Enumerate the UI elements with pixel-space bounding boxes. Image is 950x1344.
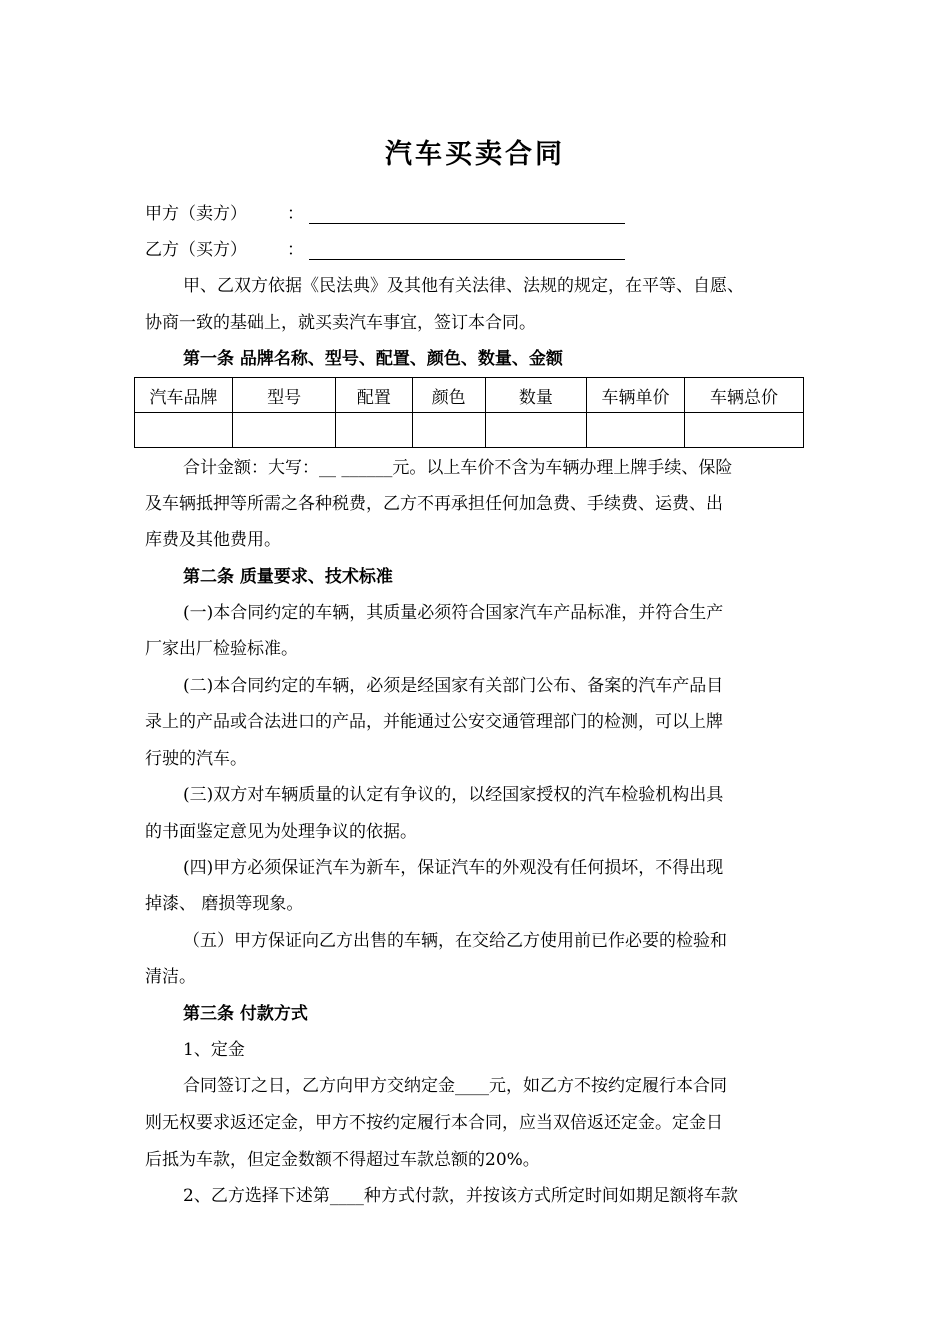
- article-1-heading: 第一条 品牌名称、型号、配置、颜色、数量、金额: [183, 349, 563, 369]
- table-cell[interactable]: [336, 413, 412, 448]
- table-header-cell: 车辆单价: [586, 378, 684, 413]
- table-cell[interactable]: [412, 413, 485, 448]
- a3-item1-title: 1、定金: [183, 1040, 245, 1060]
- a2-item1-line2: 厂家出厂检验标准。: [145, 639, 298, 659]
- party-b-colon: ：: [287, 240, 304, 260]
- party-a-row: [145, 204, 625, 224]
- party-a-colon: ：: [287, 204, 304, 224]
- table-cell[interactable]: [586, 413, 684, 448]
- a3-deposit-line1: 合同签订之日，乙方向甲方交纳定金____元，如乙方不按约定履行本合同: [183, 1076, 727, 1096]
- party-b-label: 乙方（买方）: [145, 240, 247, 260]
- a2-item5-line1: （五）甲方保证向乙方出售的车辆，在交给乙方使用前已作必要的检验和: [183, 931, 727, 951]
- table-cell[interactable]: [135, 413, 233, 448]
- table-cell[interactable]: [233, 413, 336, 448]
- table-header-cell: 配置: [336, 378, 412, 413]
- a2-item3-line2: 的书面鉴定意见为处理争议的依据。: [145, 822, 417, 842]
- table-cell[interactable]: [485, 413, 586, 448]
- vehicle-table: [134, 377, 804, 448]
- intro-line-2: 协商一致的基础上，就买卖汽车事宜，签订本合同。: [145, 313, 536, 333]
- table-header-cell: 颜色: [412, 378, 485, 413]
- a3-deposit-line2: 则无权要求返还定金，甲方不按约定履行本合同，应当双倍返还定金。定金日: [145, 1113, 723, 1133]
- table-header-cell: 数量: [485, 378, 586, 413]
- document-title: 汽车买卖合同: [385, 139, 565, 170]
- a3-item2-line1: 2、乙方选择下述第____种方式付款，并按该方式所定时间如期足额将车款: [183, 1186, 738, 1206]
- party-b-row: [145, 240, 625, 260]
- a2-item4-line2: 掉漆、 磨损等现象。: [145, 894, 304, 914]
- a2-item5-line2: 清洁。: [145, 967, 196, 987]
- a3-deposit-line3: 后抵为车款，但定金数额不得超过车款总额的20%。: [145, 1150, 540, 1170]
- a2-item2-line2: 录上的产品或合法进口的产品，并能通过公安交通管理部门的检测，可以上牌: [145, 712, 723, 732]
- table-cell[interactable]: [685, 413, 804, 448]
- total-line-2: 及车辆抵押等所需之各种税费，乙方不再承担任何加急费、手续费、运费、出: [145, 494, 723, 514]
- a2-item2-line3: 行驶的汽车。: [145, 749, 247, 769]
- article-2-heading: 第二条 质量要求、技术标准: [183, 567, 393, 587]
- total-line-3: 库费及其他费用。: [145, 530, 281, 550]
- party-b-blank[interactable]: [309, 241, 625, 260]
- table-header-cell: 车辆总价: [685, 378, 804, 413]
- table-header-row: [135, 378, 804, 413]
- article-3-heading: 第三条 付款方式: [183, 1004, 308, 1024]
- a2-item2-line1: (二)本合同约定的车辆，必须是经国家有关部门公布、备案的汽车产品目: [183, 676, 724, 696]
- party-a-blank[interactable]: [309, 205, 625, 224]
- intro-line-1: 甲、乙双方依据《民法典》及其他有关法律、法规的规定，在平等、自愿、: [183, 276, 744, 296]
- a2-item4-line1: (四)甲方必须保证汽车为新车，保证汽车的外观没有任何损坏，不得出现: [183, 858, 724, 878]
- total-line-1: 合计金额：大写：__ ______元。以上车价不含为车辆办理上牌手续、保险: [183, 458, 733, 478]
- a2-item3-line1: (三)双方对车辆质量的认定有争议的，以经国家授权的汽车检验机构出具: [183, 785, 724, 805]
- party-a-label: 甲方（卖方）: [145, 204, 247, 224]
- a2-item1-line1: (一)本合同约定的车辆，其质量必须符合国家汽车产品标准，并符合生产: [183, 603, 724, 623]
- table-row: [135, 413, 804, 448]
- table-header-cell: 汽车品牌: [135, 378, 233, 413]
- table-header-cell: 型号: [233, 378, 336, 413]
